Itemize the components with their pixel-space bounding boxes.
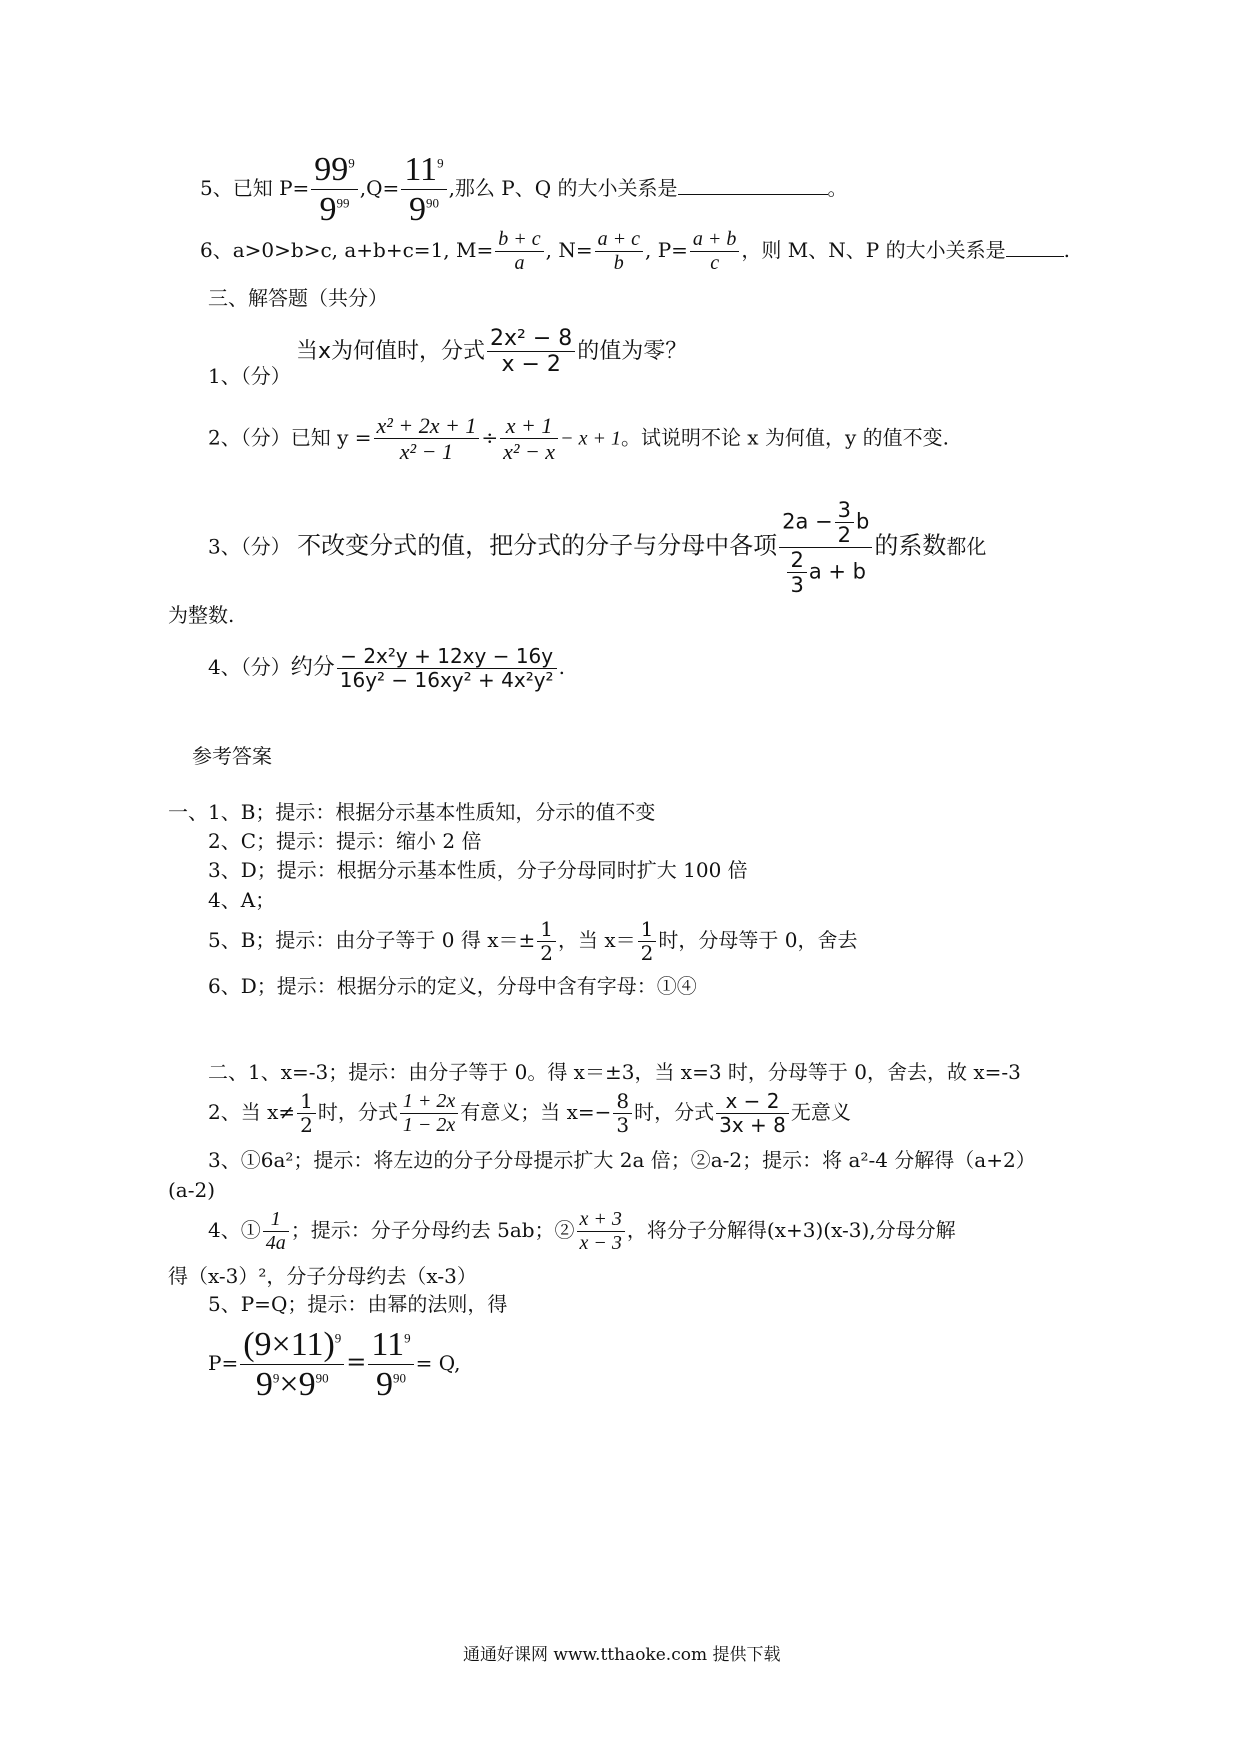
- fraction-p-q6: $\frac{a + b}{c}$: [690, 228, 740, 275]
- fraction: $\frac{1 + 2x}{1 - 2x}$: [400, 1090, 458, 1137]
- problem-2: 2、（分）已知 y = $\frac{\text{x² + 2x + 1}}{\text{x² − 1}}$ ÷ $\frac{x + 1}{\text{x² − x}}$ − x + 1。试说明不论 x 为何值，y 的值不变.: [208, 413, 949, 465]
- problem-3: 3、（分） 不改变分式的值，把分式的分子与分母中各项 2a − $\frac{3}{2}$ b $\frac{2}{3}$ a + b 的系数都化: [208, 498, 987, 598]
- fraction-p: $\frac{99^9}{9^{99}}$: [311, 150, 358, 229]
- problem-4: 4、（分）约分 $\frac{\text{− 2x²y + 12xy − 16y}}{\text{16y² − 16xy² + 4x²y²}}$ .: [208, 644, 565, 692]
- section-title: 三、解答题（共分）: [208, 286, 388, 310]
- fraction-n: $\frac{a + c}{b}$: [595, 228, 643, 275]
- answer-2-4-line2: 得（x-3）²，分子分母约去（x-3）: [168, 1264, 477, 1288]
- problem-3-continuation: 为整数.: [168, 603, 235, 627]
- answer-blank[interactable]: [1006, 255, 1064, 257]
- q6-prefix: 6、a>0>b>c, a+b+c=1, M=: [200, 238, 494, 262]
- footer-credit: 通通好课网 www.tthaoke.com 提供下载: [463, 1645, 781, 1665]
- question-6: 6、a>0>b>c, a+b+c=1, M= $\frac{b + c}{a}$ , N= $\frac{a + c}{b}$ , P= $\frac{a + b}{c}$ ，则 M、N、P 的大小关系是 .: [200, 228, 1070, 274]
- fraction: $\frac{1}{4a}$: [263, 1208, 289, 1255]
- problem-1: 当x为何值时，分式 $\frac{\text{2x² − 8}}{x - 2}$ 的值为零？: [296, 326, 688, 378]
- answer-1-6: 6、D；提示：根据分示的定义，分母中含有字母：①④: [208, 974, 697, 998]
- answer-2-5-equation: P= $\frac{(9\times 11)^9}{9^9\times 9^{90}}$ = $\frac{11^9}{9^{90}}$ = Q,: [208, 1326, 461, 1404]
- answer-2-3-line2: (a-2): [168, 1178, 216, 1202]
- q5-q-label: ,Q=: [359, 176, 400, 201]
- fraction-half: $\frac{1}{2}$: [638, 918, 657, 965]
- fraction-p4: $\frac{\text{− 2x²y + 12xy − 16y}}{\text{16y² − 16xy² + 4x²y²}}$: [337, 645, 557, 692]
- answer-1-5: 5、B；提示：由分子等于 0 得 x＝± $\frac{1}{2}$ ，当 x＝ $\frac{1}{2}$ 时，分母等于 0，舍去: [208, 917, 858, 965]
- answer-2-2: 2、当 x≠ $\frac{1}{2}$ 时，分式 $\frac{1 + 2x}{1 - 2x}$ 有意义；当 x=− $\frac{8}{3}$ 时，分式 $\frac{x - 2}{3x + 8}$ 无意义: [208, 1089, 851, 1137]
- fraction-p3: 2a − $\frac{3}{2}$ b $\frac{2}{3}$ a + b: [779, 498, 872, 598]
- fraction-m: $\frac{b + c}{a}$: [495, 228, 543, 275]
- fraction: $\frac{1}{2}$: [297, 1090, 316, 1137]
- fraction-q: $\frac{11^9}{9^{90}}$: [401, 150, 446, 229]
- q5-suffix: ,那么 P、Q 的大小关系是: [448, 176, 678, 201]
- fraction-p1: $\frac{\text{2x² − 8}}{x - 2}$: [487, 326, 575, 378]
- answer-2-5: 5、P=Q；提示：由幂的法则，得: [208, 1292, 508, 1316]
- fraction: $\frac{8}{3}$: [613, 1090, 632, 1137]
- answers-title: 参考答案: [192, 744, 272, 768]
- fraction-p2-2: $\frac{x + 1}{\text{x² − x}}$: [500, 413, 558, 465]
- answer-1-3: 3、D；提示：根据分示基本性质，分子分母同时扩大 100 倍: [208, 858, 748, 882]
- answer-2-4: 4、① $\frac{1}{4a}$ ；提示：分子分母约去 5ab；② $\frac{x + 3}{x - 3}$ ，将分子分解得(x+3)(x-3),分母分解: [208, 1208, 956, 1254]
- problem-1-label: 1、（分）: [208, 364, 291, 388]
- answer-2-1: 二、1、x=-3；提示：由分子等于 0。得 x＝±3，当 x=3 时，分母等于 0，舍去，故 x=-3: [208, 1060, 1021, 1084]
- fraction: $\frac{x - 2}{3x + 8}$: [716, 1090, 789, 1137]
- fraction: $\frac{x + 3}{x - 3}$: [577, 1208, 625, 1255]
- answer-1-1: 一、1、B；提示：根据分示基本性质知，分示的值不变: [168, 800, 656, 824]
- q6-suffix: ，则 M、N、P 的大小关系是: [741, 238, 1006, 262]
- answer-1-4: 4、A；: [208, 888, 276, 912]
- answer-2-3: 3、①6a²；提示：将左边的分子分母提示扩大 2a 倍；②a-2；提示：将 a²-4 分解得（a+2）: [208, 1148, 1036, 1172]
- answer-blank[interactable]: [678, 193, 828, 195]
- fraction-rhs: $\frac{11^9}{9^{90}}$: [368, 1325, 413, 1404]
- answer-1-2: 2、C；提示：提示：缩小 2 倍: [208, 829, 482, 853]
- fraction-half: $\frac{1}{2}$: [537, 918, 556, 965]
- q5-prefix: 5、已知 P=: [200, 176, 310, 201]
- fraction-p2-1: $\frac{\text{x² + 2x + 1}}{\text{x² − 1}}$: [374, 413, 480, 465]
- question-5: 5、已知 P= $\frac{99^9}{9^{99}}$ ,Q= $\frac{11^9}{9^{90}}$ ,那么 P、Q 的大小关系是 。: [200, 151, 848, 229]
- fraction-lhs: $\frac{(9\times 11)^9}{9^9\times 9^{90}}$: [240, 1325, 344, 1404]
